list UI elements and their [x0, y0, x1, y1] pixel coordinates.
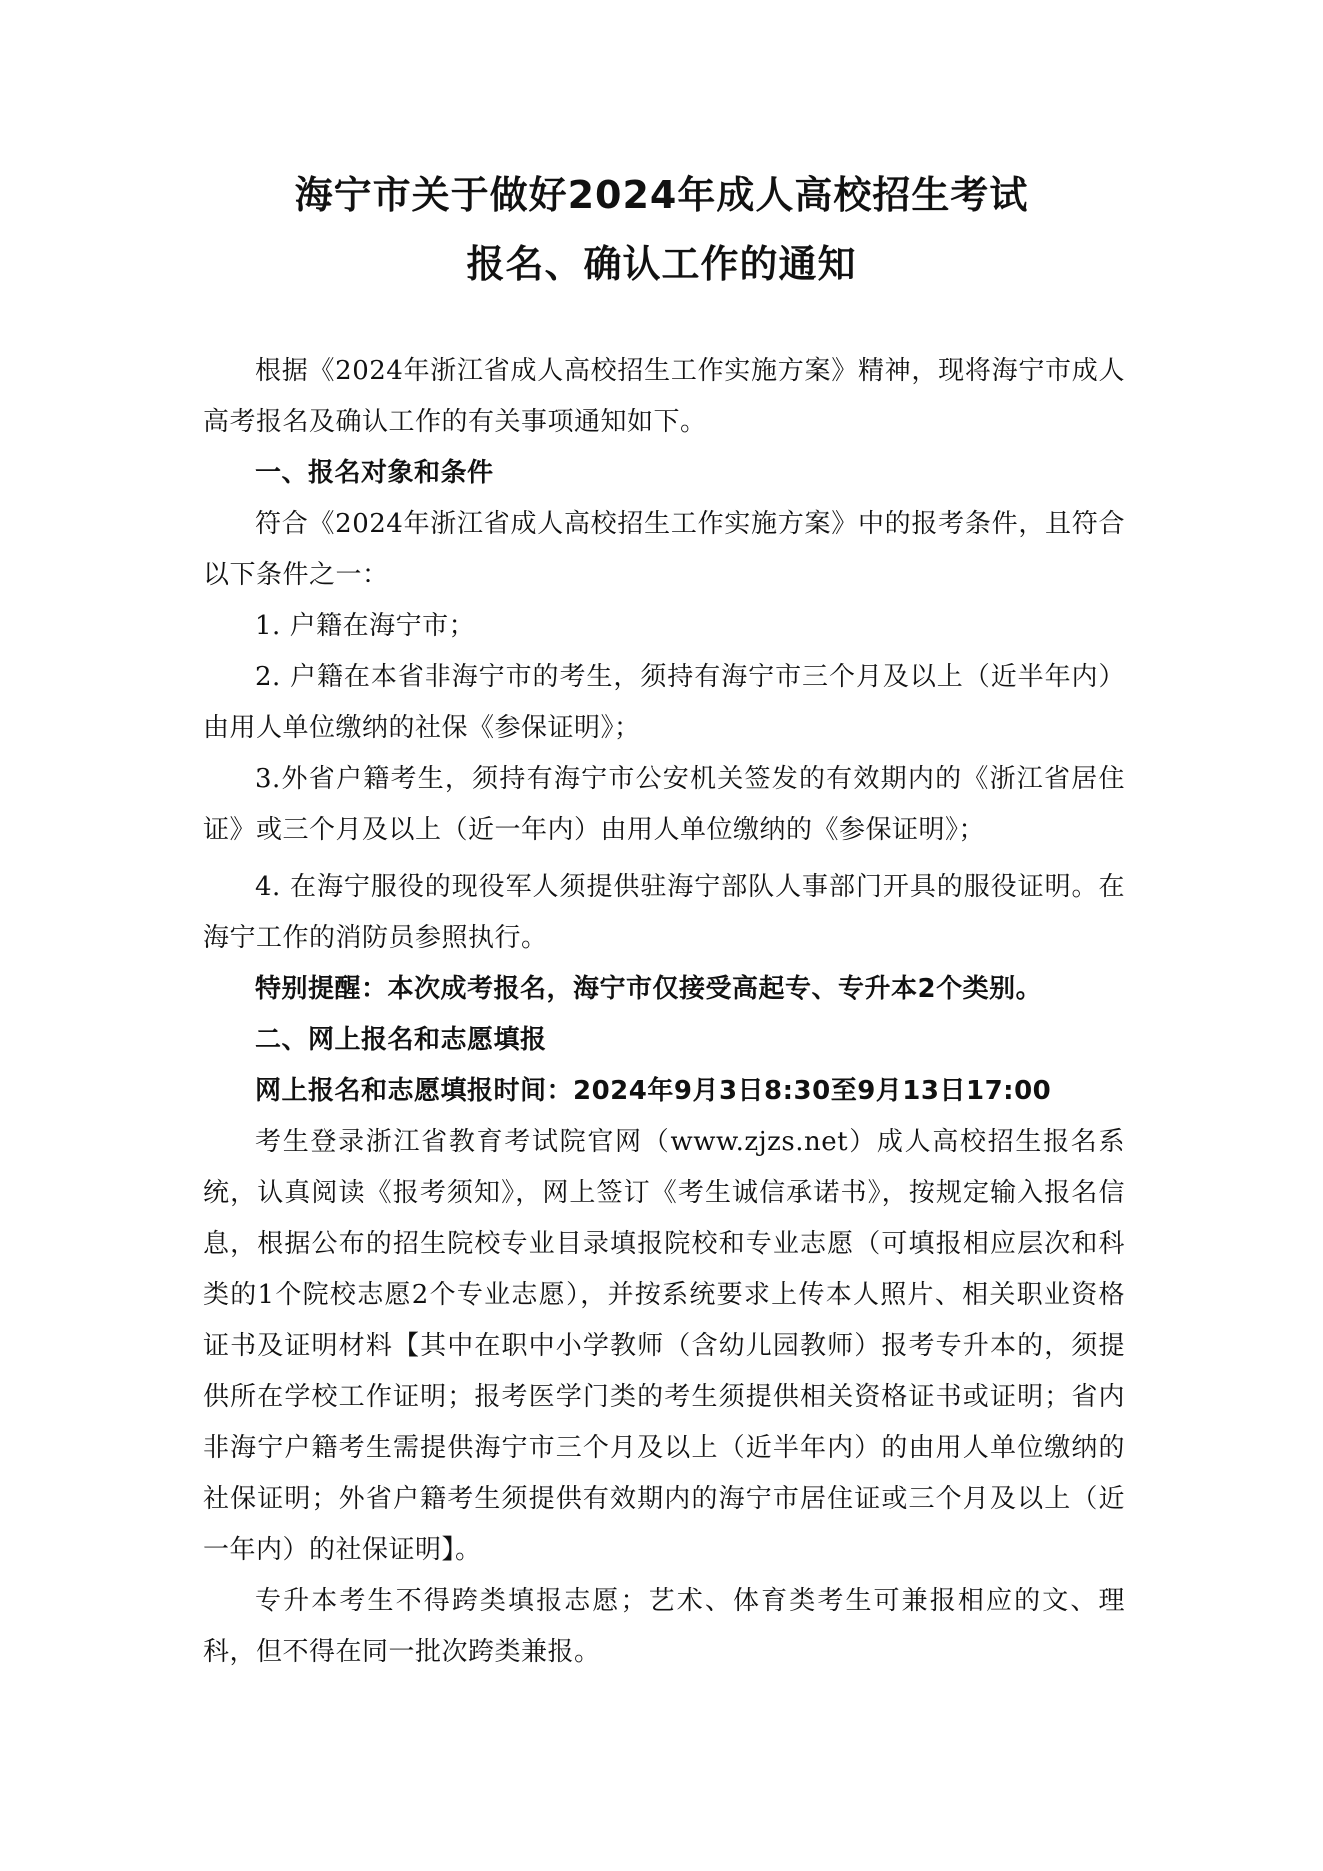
- section2-heading: 二、网上报名和志愿填报: [255, 1025, 547, 1055]
- special-reminder: 特别提醒：本次成考报名，海宁市仅接受高起专、专升本2个类别。: [255, 974, 1043, 1004]
- registration-time: 网上报名和志愿填报时间：2024年9月3日8:30至9月13日17:00: [255, 1076, 1052, 1106]
- condition-item-1: 1. 户籍在海宁市；: [255, 611, 476, 641]
- section1-heading: 一、报名对象和条件: [255, 458, 494, 488]
- condition-item-4: 4. 在海宁服役的现役军人须提供驻海宁部队人事部门开具的服役证明。在海宁工作的消防员参照执行。: [203, 872, 1125, 953]
- section1-lead: 符合《2024年浙江省成人高校招生工作实施方案》中的报考条件，且符合以下条件之一：: [203, 509, 1125, 590]
- condition-item-3: 3.外省户籍考生，须持有海宁市公安机关签发的有效期内的《浙江省居住证》或三个月及以上（近一年内）由用人单位缴纳的《参保证明》；: [203, 764, 1125, 845]
- section2-paragraph-2: 专升本考生不得跨类填报志愿；艺术、体育类考生可兼报相应的文、理科，但不得在同一批次跨类兼报。: [203, 1586, 1125, 1667]
- section2-paragraph-1: 考生登录浙江省教育考试院官网（www.zjzs.net）成人高校招生报名系统，认真阅读《报考须知》，网上签订《考生诚信承诺书》，按规定输入报名信息，根据公布的招生院校专业目录填报院校和专业志愿（可填报相应层次和科类的1个院校志愿2个专业志愿），并按系统要求上传本人照片、相关职业资格证书及证明材料【其中在职中小学教师（含幼儿园教师）报考专升本的，须提供所在学校工作证明；报考医学门类的考生须提供相关资格证书或证明；省内非海宁户籍考生需提供海宁市三个月及以上（近半年内）的由用人单位缴纳的社保证明；外省户籍考生须提供有效期内的海宁市居住证或三个月及以上（近一年内）的社保证明】。: [203, 1127, 1125, 1565]
- document-body: [203, 346, 1125, 1678]
- intro-paragraph: 根据《2024年浙江省成人高校招生工作实施方案》精神，现将海宁市成人高考报名及确认工作的有关事项通知如下。: [203, 356, 1125, 437]
- document-title-line1: 海宁市关于做好2024年成人高校招生考试: [294, 173, 1029, 217]
- condition-item-2: 2. 户籍在本省非海宁市的考生，须持有海宁市三个月及以上（近半年内）由用人单位缴纳的社保《参保证明》；: [203, 662, 1125, 743]
- document-title-line2: 报名、确认工作的通知: [466, 242, 857, 286]
